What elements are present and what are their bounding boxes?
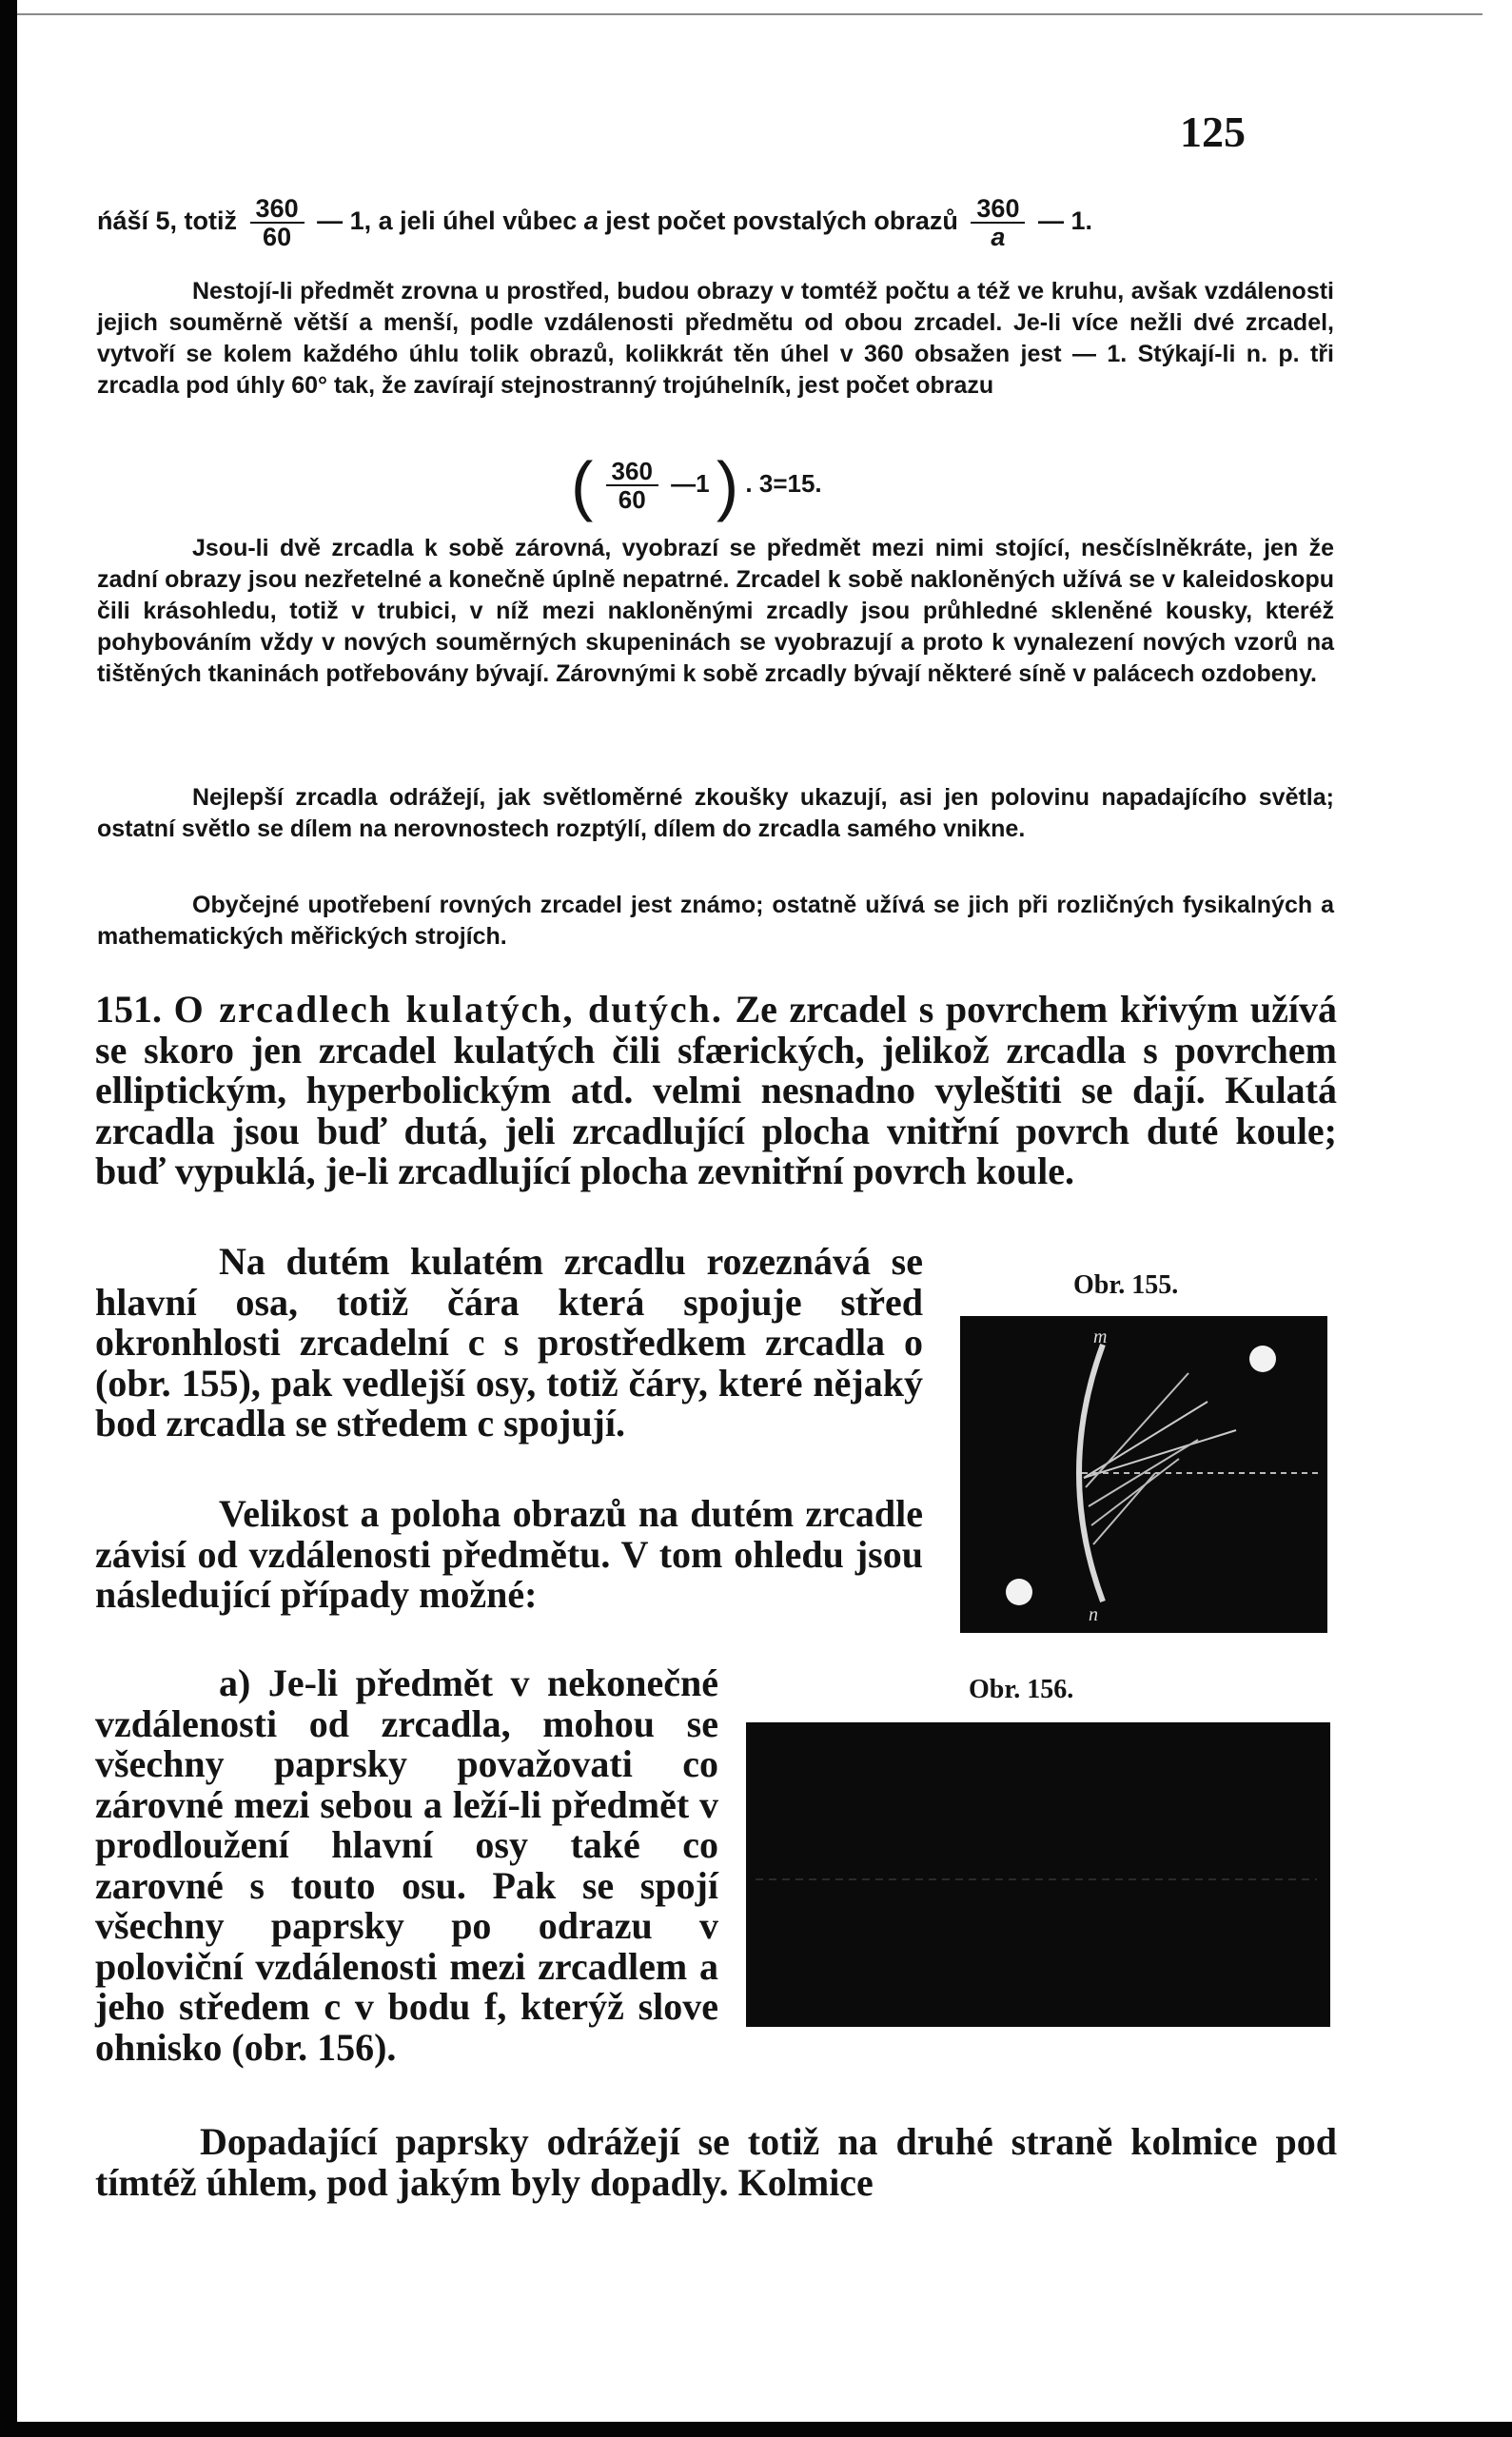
section-number: 151. — [95, 988, 162, 1031]
paragraph-formula-line — [97, 195, 1334, 250]
figure-155 — [960, 1316, 1327, 1633]
label-m: m — [1093, 1327, 1108, 1347]
text-tail: — 1. — [1037, 206, 1093, 236]
paragraph-7: Velikost a poloha obrazů na dutém zrcadle závisí od vzdálenosti předmětu. V tom ohledu jsou následující případy možné: — [95, 1492, 923, 1616]
paragraph-9: Dopadající paprsky odrážejí se totiž na druhé straně kolmice pod tímtéž úhlem, pod jakým byly dopadly. Kolmice — [95, 2120, 1337, 2204]
point-image — [1006, 1579, 1032, 1605]
fraction-360-a: $\frac{360}{a}$ — [971, 195, 1025, 250]
figure-155-caption: Obr. 155. — [1073, 1270, 1179, 1300]
paragraph-6: Na dutém kulatém zrcadlu rozeznává se hlavní osa, totiž čára která spojuje střed okronhlosti zrcadelní c s prostředkem zrcadla o (obr. 155), pak vedlejší osy, totiž čáry, které nějaký bod zrcadla se středem c spojují. — [95, 1240, 923, 1445]
page-number: 125 — [1180, 108, 1246, 156]
fraction-360-60: $\frac{360}{60}$ — [250, 195, 304, 250]
section-title: O zrcadlech kulatých, dutých. — [173, 988, 723, 1031]
formula-block: ( $\frac{360}{60}$ —1 ) . 3=15. — [571, 448, 822, 522]
point-object — [1249, 1346, 1276, 1372]
text-mid2: jest počet povstalých obrazů — [605, 206, 958, 236]
figure-156-caption: Obr. 156. — [969, 1675, 1074, 1704]
paragraph-4: Nejlepší zrcadla odrážejí, jak světloměrné zkoušky ukazují, asi jen polovinu napadajícího světla; ostatní světlo se dílem na nerovnostech rozptýlí, dílem do zrcadla samého vnikne. — [97, 784, 1334, 842]
figure-156-drawing — [746, 1722, 1330, 2027]
ray-line — [1084, 1402, 1208, 1478]
label-n: n — [1089, 1604, 1098, 1625]
ray-line — [1086, 1373, 1188, 1487]
paragraph-8: a) Je-li předmět v nekonečné vzdálenosti od zrcadla, mohou se všechny paprsky považovati co zárovné mezi sebou a leží-li předmět v prodloužení hlavní osy také co zarovné s touto osu. Pak se spojí všechny paprsky po odrazu v poloviční vzdálenosti mezi zrcadlem a jeho středem c v bodu f, kterýž slove ohnisko (obr. 156). — [95, 1661, 718, 2069]
formula-fraction: $\frac{360}{60}$ — [606, 458, 658, 513]
variable-a: a — [583, 206, 599, 236]
scan-border-left — [0, 0, 17, 2437]
paragraph-2: Nestojí-li předmět zrovna u prostřed, budou obrazy v tomtéž počtu a též ve kruhu, avšak vzdálenosti jejich souměrně větší a menší, podle vzdálenosti předmětu od obou zrcadel. Je-li více nežli dvé zrcadel, vytvoří se kolem každého úhlu tolik obrazů, kolikkrát těn úhel v 360 obsažen jest — 1. Stýkají-li n. p. tři zrcadla pod úhly 60° tak, že zavírají stejnostranný trojúhelník, jest počet obrazu — [97, 278, 1334, 399]
paragraph-5: Obyčejné upotřebení rovných zrcadel jest známo; ostatně užívá se jich při rozličných fysikalných a mathematických měřických strojích. — [97, 892, 1334, 950]
figure-156 — [746, 1722, 1330, 2027]
text-lead: ńáší 5, totiž — [97, 206, 238, 236]
section-text: Ze zrcadel s povrchem křivým užívá se skoro jen zrcadel kulatých čili sfærických, jelikož zrcadla s povrchem elliptickým, hyperbolickým atd. velmi nesnadno vyleštiti se dají. Kulatá zrcadla jsou buď dutá, jeli zrcadlující plocha vnitřní povrch duté koule; buď vypuklá, je-li zrcadlující plocha zevnitřní povrch koule. — [95, 988, 1337, 1192]
figure-155-drawing — [960, 1316, 1327, 1633]
scan-border-bottom — [0, 2422, 1512, 2437]
paragraph-3: Jsou-li dvě zrcadla k sobě zárovná, vyobrazí se předmět mezi nimi stojící, nesčíslněkráte, jen že zadní obrazy jsou nezřetelné a konečně úplně nepatrné. Zrcadel k sobě nakloněných užívá se v kaleidoskopu čili krásohledu, totiž v trubici, v níž mezi nakloněnými zrcadly jsou průhledné skleněné kousky, kteréž pohybováním vždy v nových souměrných skupeninách se vyobrazují a proto k vynalezení nových vzorů na tištěných tkaninách potřebovány bývají. Zárovnými k sobě zrcadly bývají některé síně v palácech ozdobeny. — [97, 535, 1334, 687]
ray-line — [1084, 1430, 1236, 1478]
text-mid: — 1, a jeli úhel vůbec — [317, 206, 578, 236]
ray-line — [1091, 1459, 1179, 1525]
section-151 — [95, 990, 1337, 1192]
scan-border-top — [17, 13, 1483, 15]
